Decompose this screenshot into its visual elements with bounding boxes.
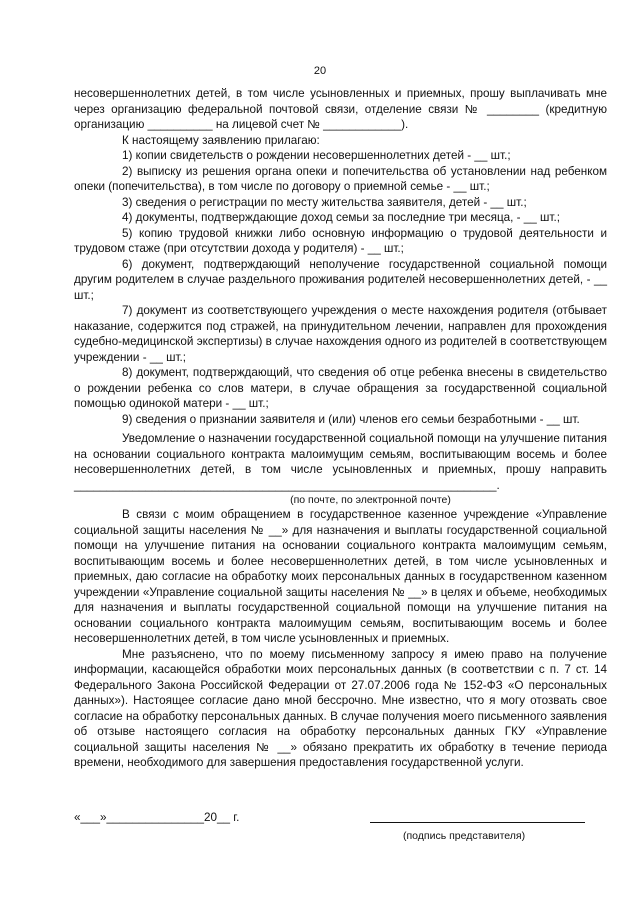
paragraph-consent: В связи с моим обращением в государственное казенное учреждение «Управление социальной защиты населения № __» для назначения и выплаты государственной социальной помощи на улучшение питания на основании социального контракта малоимущим семьям, воспитывающим восемь и более несовершеннолетних детей, в том числе усыновленных и приемных, даю согласие на обработку моих персональных данных в государственном казенном учреждении «Управление социальной защиты населения № __» в целях и объеме, необходимых для назначения и выплаты государственной социальной помощи на улучшение питания на основании социального контракта малоимущим семьям, воспитывающим восемь и более несовершеннолетних детей, в том числе усыновленных и приемных. xyxy=(74,508,607,645)
attachment-item-9: 9) сведения о признании заявителя и (или) членов его семьи безработными - __ шт. xyxy=(122,412,580,426)
signature-line xyxy=(370,822,585,823)
paragraph-notification: Уведомление о назначении государственной социальной помощи на улучшение питания на основании социального контракта малоимущим семьям, воспитывающим восемь и более несовершеннолетних детей, в том числе усыновленных и приемных, прошу направить _________________________________________________________________. xyxy=(74,432,607,492)
signature-caption: (подпись представителя) xyxy=(403,830,526,842)
attachment-item-5: 5) копию трудовой книжки либо основную информацию о трудовой деятельности и трудовом стаже (при отсутствии дохода у родителя) - __ шт.; xyxy=(74,226,607,255)
attachment-item-8: 8) документ, подтверждающий, что сведения об отце ребенка внесены в свидетельство о рождении ребенка со слов матери, в случае обращения за государственной социальной помощью одинокой матери - __ шт.; xyxy=(74,366,607,410)
paragraph-attachments-intro: К настоящему заявлению прилагаю: xyxy=(122,133,320,147)
delivery-method-note: (по почте, по электронной почте) xyxy=(290,494,451,506)
paragraph-payment: несовершеннолетних детей, в том числе усыновленных и приемных, прошу выплачивать мне через организацию федеральной почтовой связи, отделение связи № ________ (кредитную организацию __________ на лицевой счет № ____________). xyxy=(74,87,607,131)
page-number: 20 xyxy=(313,65,327,77)
attachment-item-7: 7) документ из соответствующего учреждения о месте нахождения родителя (отбывает наказание, содержится под стражей, на принудительном лечении, направлен для прохождения судебно-медицинской экспертизы) в случае нахождения одного из родителей в соответствующем учреждении - __ шт.; xyxy=(74,304,607,364)
attachment-item-4: 4) документы, подтверждающие доход семьи за последние три месяца, - __ шт.; xyxy=(122,211,560,224)
document-body xyxy=(74,86,607,771)
signature-row xyxy=(74,810,607,826)
date-field: «___»_______________20__ г. xyxy=(74,811,240,824)
paragraph-rights: Мне разъяснено, что по моему письменному запросу я имею право на получение информации, касающейся обработки моих персональных данных (в соответствии с п. 7 ст. 14 Федерального Закона Российской Федерации от 27.07.2006 года № 152-ФЗ «О персональных данных»). Настоящее согласие дано мной бессрочно. Мне известно, что я могу отозвать свое согласие на обработку персональных данных. В случае получения моего письменного заявления об отзыве настоящего согласия на обработку персональных данных ГКУ «Управление социальной защиты населения № __» обязано прекратить их обработку в течение периода времени, необходимого для завершения предоставления государственной услуги. xyxy=(74,647,607,769)
attachment-item-3: 3) сведения о регистрации по месту жительства заявителя, детей - __ шт.; xyxy=(122,195,527,209)
attachment-item-1: 1) копии свидетельств о рождении несовершеннолетних детей - __ шт.; xyxy=(122,149,511,162)
attachment-item-6: 6) документ, подтверждающий неполучение государственной социальной помощи другим родителем в случае раздельного проживания родителей несовершеннолетних детей, - __ шт.; xyxy=(74,257,607,302)
attachment-item-2: 2) выписку из решения органа опеки и попечительства об установлении над ребенком опеки (попечительства), в том числе по договору о приемной семье - __ шт.; xyxy=(74,164,607,193)
